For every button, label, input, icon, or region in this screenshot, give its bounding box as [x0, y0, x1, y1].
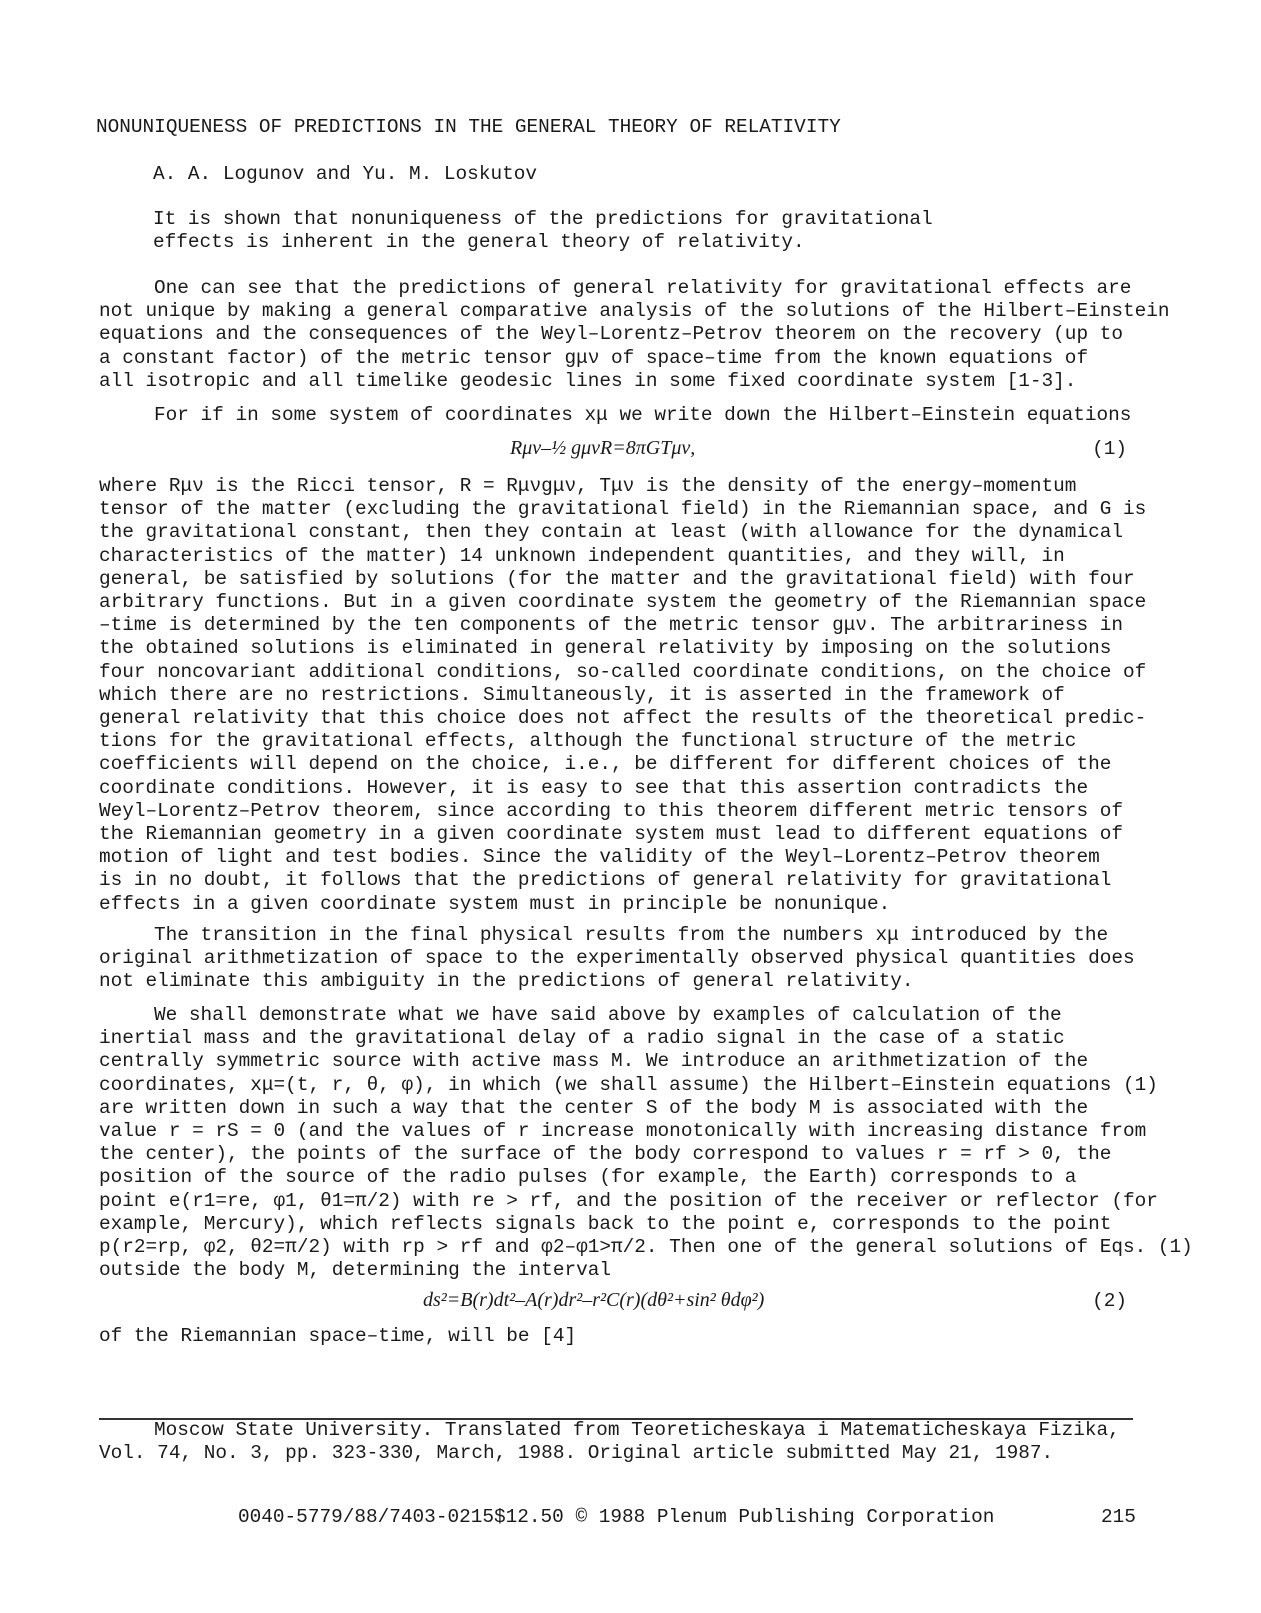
- text-line: not unique by making a general comparative analysis of the solutions of the Hilbert–Einstein: [99, 300, 1170, 323]
- text-line: all isotropic and all timelike geodesic lines in some fixed coordinate system [1-3].: [99, 369, 1077, 392]
- text-line: four noncovariant additional conditions, so-called coordinate conditions, on the choice of: [99, 660, 1147, 683]
- text-line: are written down in such a way that the center S of the body M is associated with the: [99, 1096, 1089, 1119]
- equation-2-number: (2): [1092, 1290, 1127, 1312]
- text-line: The transition in the final physical results from the numbers xμ introduced by the: [154, 924, 1109, 946]
- abstract: [153, 208, 1053, 254]
- abstract-line: effects is inherent in the general theory of relativity.: [153, 231, 805, 254]
- text-line: coordinates, xμ=(t, r, θ, φ), in which (we shall assume) the Hilbert–Einstein equations (1): [99, 1073, 1158, 1096]
- text-line: example, Mercury), which reflects signals back to the point e, corresponds to the point: [99, 1212, 1112, 1235]
- copyright-footer: 0040-5779/88/7403-0215$12.50 © 1988 Plenum Publishing Corporation: [238, 1506, 995, 1528]
- footnote-line: Moscow State University. Translated from Teoreticheskaya i Matematicheskaya Fizika,: [154, 1419, 1120, 1441]
- text-line: original arithmetization of space to the experimentally observed physical quantities does: [99, 947, 1135, 970]
- text-line: which there are no restrictions. Simultaneously, it is asserted in the framework of: [99, 683, 1065, 706]
- text-line: coefficients will depend on the choice, i.e., be different for different choices of the: [99, 753, 1112, 776]
- text-line: value r = rS = 0 (and the values of r increase monotonically with increasing distance from: [99, 1120, 1147, 1143]
- text-line: centrally symmetric source with active mass M. We introduce an arithmetization of the: [99, 1050, 1089, 1073]
- text-line: inertial mass and the gravitational delay of a radio signal in the case of a static: [99, 1027, 1065, 1050]
- page-number: 215: [1101, 1506, 1136, 1528]
- text-line: the obtained solutions is eliminated in general relativity by imposing on the solutions: [99, 637, 1112, 660]
- paragraph-ricci: [99, 475, 1159, 916]
- text-line: effects in a given coordinate system must in principle be nonunique.: [99, 892, 891, 915]
- text-line: –time is determined by the ten components of the metric tensor gμν. The arbitrariness in: [99, 614, 1123, 637]
- text-line: Weyl–Lorentz–Petrov theorem, since according to this theorem different metric tensors of: [99, 799, 1123, 822]
- text-line: arbitrary functions. But in a given coordinate system the geometry of the Riemannian space: [99, 591, 1147, 614]
- text-line: not eliminate this ambiguity in the predictions of general relativity.: [99, 970, 914, 993]
- text-line: tensor of the matter (excluding the gravitational field) in the Riemannian space, and G is: [99, 498, 1147, 521]
- paragraph-transition: [99, 924, 1159, 994]
- text-line: One can see that the predictions of general relativity for gravitational effects are: [154, 277, 1132, 299]
- author-list: A. A. Logunov and Yu. M. Loskutov: [153, 163, 537, 185]
- text-line: tions for the gravitational effects, although the functional structure of the metric: [99, 730, 1077, 753]
- text-line: characteristics of the matter) 14 unknown independent quantities, and they will, in: [99, 544, 1065, 567]
- paragraph-equations-intro: [99, 404, 1159, 427]
- text-line: of the Riemannian space–time, will be [4]: [99, 1325, 577, 1347]
- text-line: We shall demonstrate what we have said above by examples of calculation of the: [154, 1004, 1062, 1026]
- footnote: [99, 1419, 1159, 1465]
- text-line: p(r2=rp, φ2, θ2=π/2) with rp > rf and φ2–φ1>π/2. Then one of the general solutions of Eqs. (1): [99, 1236, 1193, 1259]
- equation-1-number: (1): [1092, 438, 1127, 460]
- paragraph-demonstration: [99, 1004, 1193, 1282]
- equation-2: ds²=B(r)dt²–A(r)dr²–r²C(r)(dθ²+sin² θdφ²): [423, 1289, 765, 1311]
- abstract-line: It is shown that nonuniqueness of the predictions for gravitational: [153, 208, 933, 230]
- text-line: where Rμν is the Ricci tensor, R = Rμνgμν, Tμν is the density of the energy–momentum: [99, 475, 1077, 497]
- text-line: general relativity that this choice does not affect the results of the theoretical predic-: [99, 707, 1147, 730]
- text-line: For if in some system of coordinates xμ we write down the Hilbert–Einstein equations: [154, 404, 1132, 426]
- text-line: point e(r1=re, φ1, θ1=π/2) with re > rf, and the position of the receiver or reflector (for: [99, 1189, 1158, 1212]
- text-line: a constant factor) of the metric tensor gμν of space–time from the known equations of: [99, 346, 1089, 369]
- paragraph-closing: [99, 1325, 1159, 1348]
- text-line: general, be satisfied by solutions (for the matter and the gravitational field) with four: [99, 567, 1135, 590]
- footnote-line: Vol. 74, No. 3, pp. 323-330, March, 1988. Original article submitted May 21, 1987.: [99, 1442, 1054, 1465]
- text-line: outside the body M, determining the interval: [99, 1259, 611, 1282]
- text-line: the center), the points of the surface of the body correspond to values r = rf > 0, the: [99, 1143, 1112, 1166]
- text-line: the Riemannian geometry in a given coordinate system must lead to different equations of: [99, 823, 1123, 846]
- paragraph-intro: [99, 277, 1170, 393]
- paper-title: NONUNIQUENESS OF PREDICTIONS IN THE GENERAL THEORY OF RELATIVITY: [96, 116, 841, 138]
- text-line: motion of light and test bodies. Since the validity of the Weyl–Lorentz–Petrov theorem: [99, 846, 1100, 869]
- equation-1: Rμν–½ gμνR=8πGTμν,: [510, 437, 696, 459]
- text-line: coordinate conditions. However, it is easy to see that this assertion contradicts the: [99, 776, 1089, 799]
- text-line: equations and the consequences of the Weyl–Lorentz–Petrov theorem on the recovery (up to: [99, 323, 1123, 346]
- text-line: position of the source of the radio pulses (for example, the Earth) corresponds to a: [99, 1166, 1077, 1189]
- text-line: the gravitational constant, then they contain at least (with allowance for the dynamical: [99, 521, 1123, 544]
- text-line: is in no doubt, it follows that the predictions of general relativity for gravitational: [99, 869, 1112, 892]
